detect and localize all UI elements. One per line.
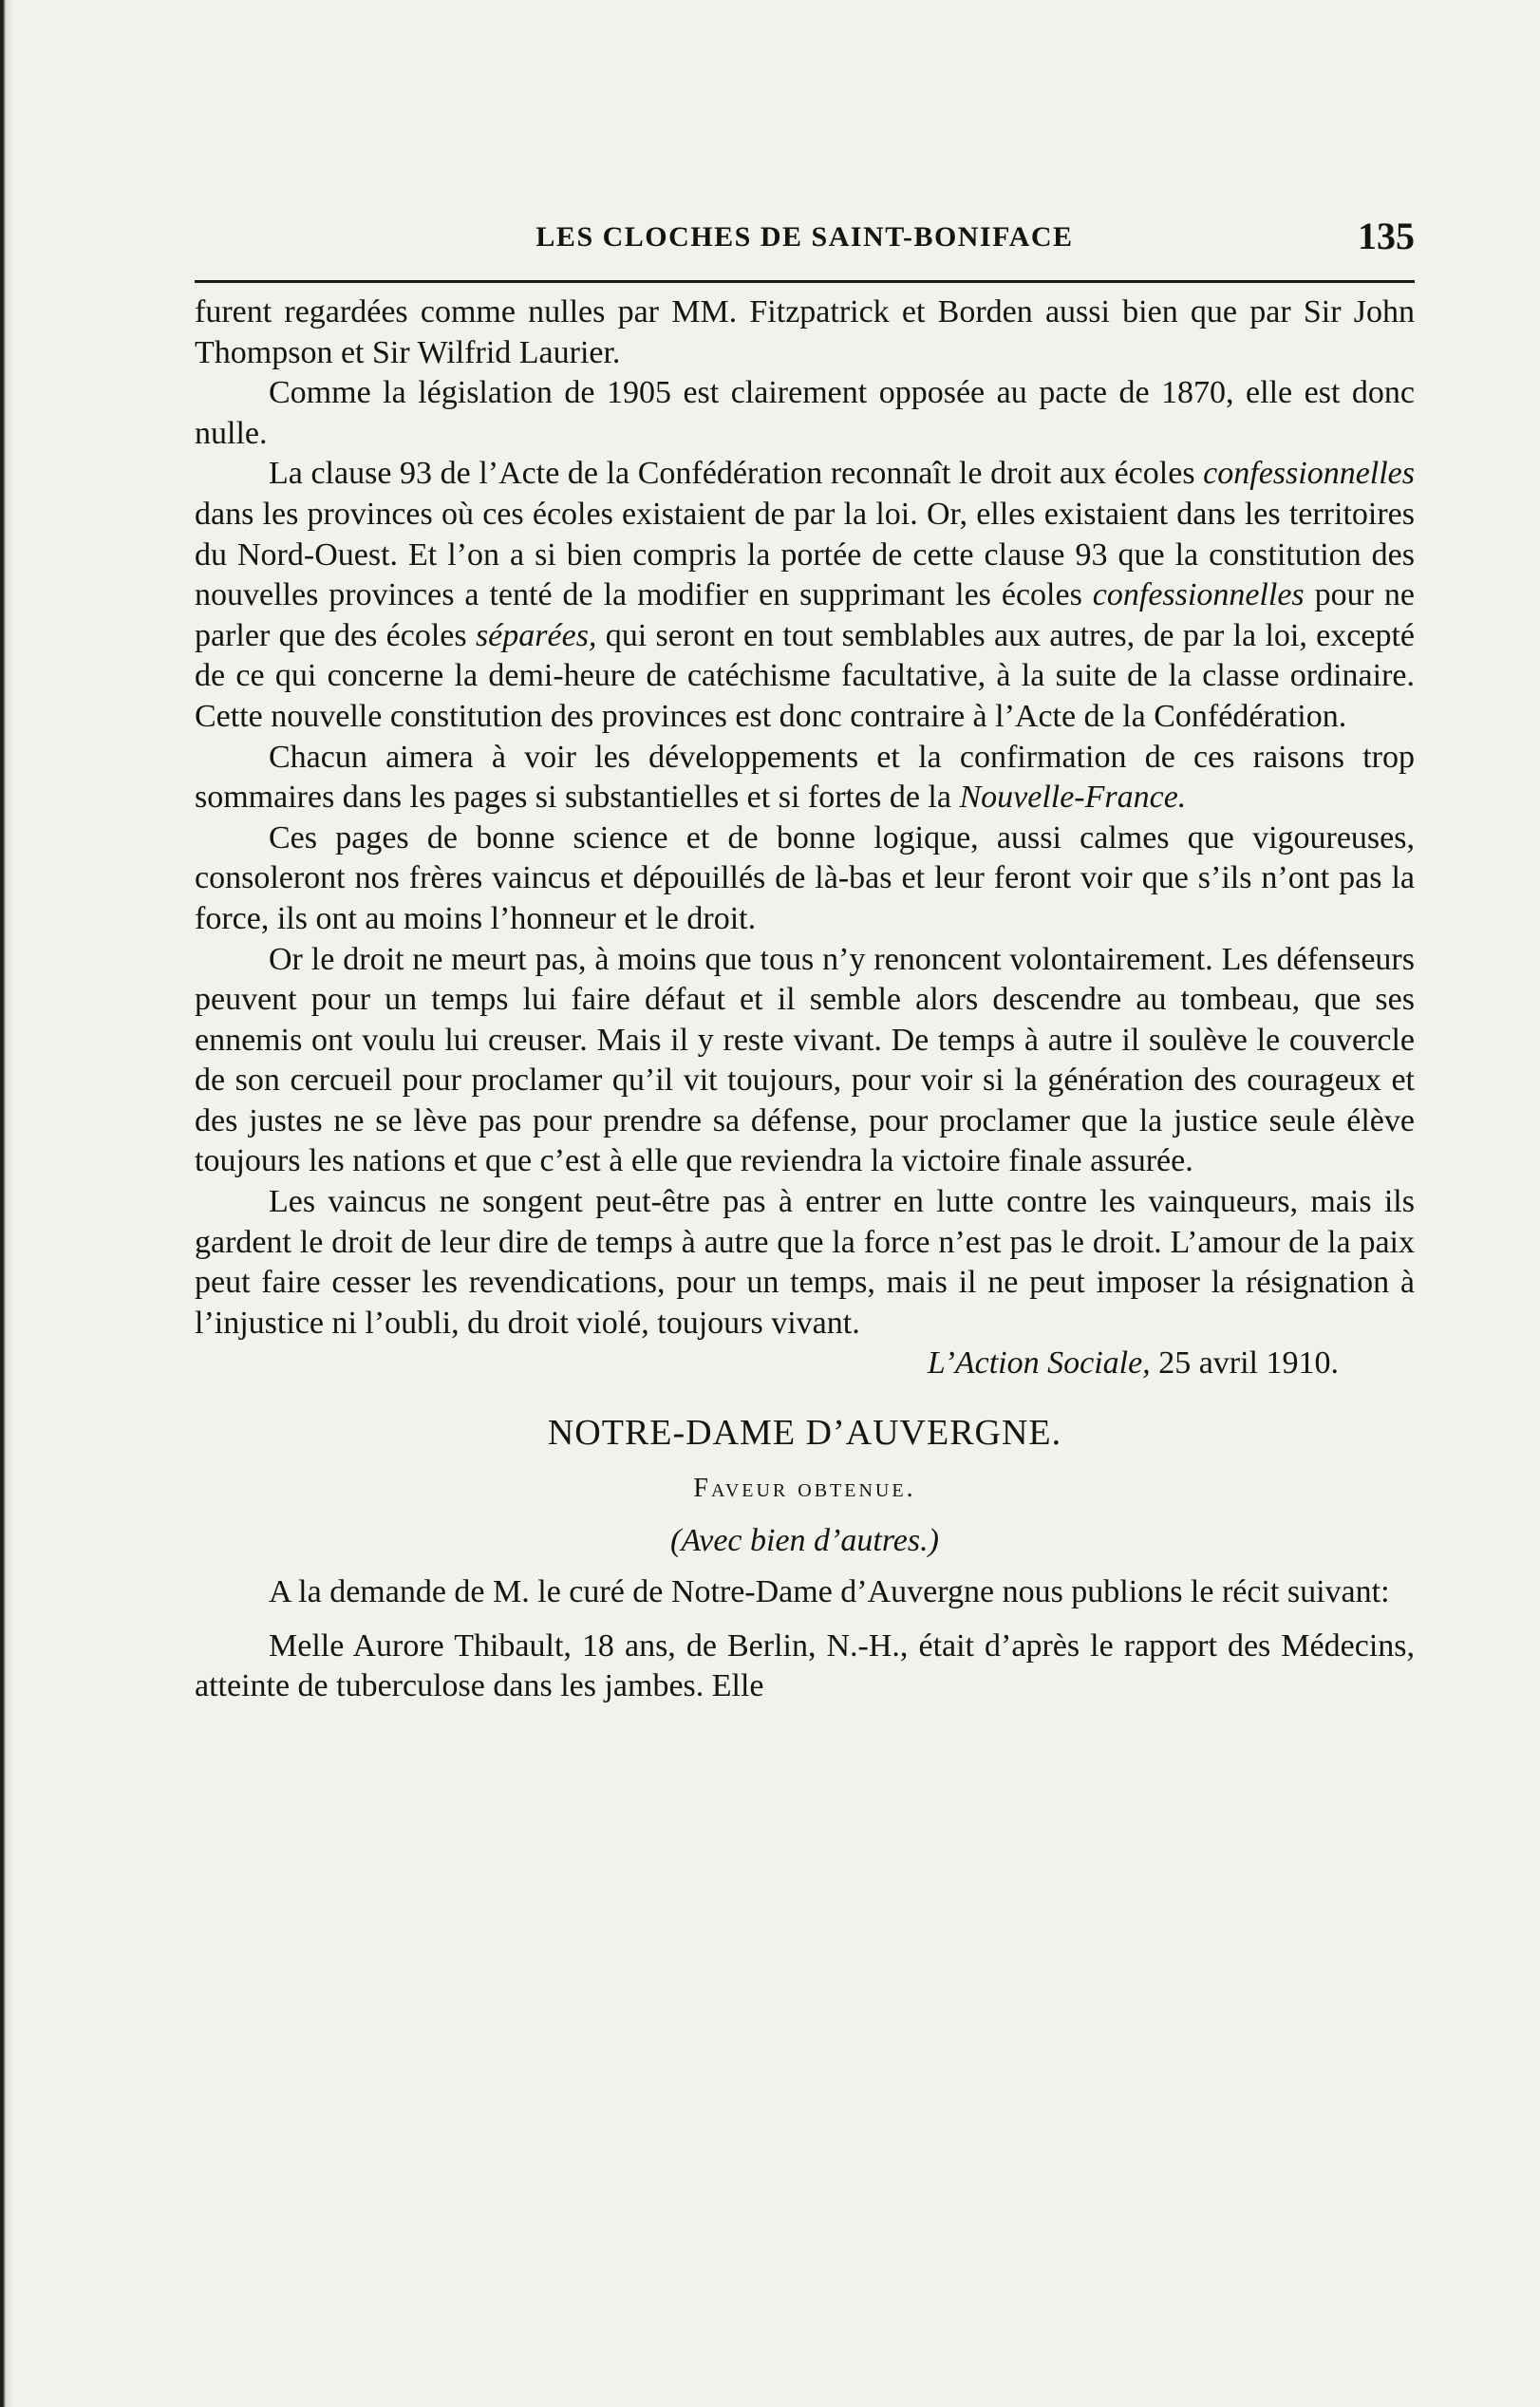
running-title: LES CLOCHES DE SAINT-BONIFACE (535, 221, 1074, 253)
clause-text-2: dans les provinces où ces écoles existaient de par la loi. Or, elles existaient dans les territoires du Nord-Ouest. Et l’on a si bien compris la portée de cette clause 93 que la constitution des nouvelles provinces a tenté de la modifier en supprimant les écoles (195, 496, 1415, 613)
book-page (195, 214, 1415, 1721)
clause-emphasis-3: séparées, (475, 617, 597, 653)
section-subnote: (Avec bien d’autres.) (670, 1523, 939, 1559)
page-number: 135 (1358, 215, 1415, 257)
chacun-text: Chacun aimera à voir les développements et la confirmation de ces raisons trop sommaires dans les pages si substantielles et si fortes de la (195, 739, 1415, 816)
paragraph-legislation: Comme la législation de 1905 est clairement opposée au pacte de 1870, elle est donc nulle. (195, 375, 1415, 451)
clause-text-1: La clause 93 de l’Acte de la Confédération reconnaît le droit aux écoles (269, 456, 1204, 492)
signature-source: L’Action Sociale, (927, 1345, 1151, 1382)
paragraph-or-le-droit: Or le droit ne meurt pas, à moins que tous n’y renoncent volontairement. Les défenseurs peuvent pour un temps lui faire défaut et il semble alors descendre au tombeau, que ses ennemis ont voulu lui creuser. Mais il y reste vivant. De temps à autre il soulève le couvercle de son cercueil pour proclamer qu’il vit toujours, pour voir si la génération des courageux et des justes ne se lève pas pour prendre sa défense, pour proclamer que la justice seule élève toujours les nations et que c’est à elle que reviendra la victoire finale assurée. (195, 941, 1415, 1179)
clause-emphasis-2: confessionnelles (1092, 577, 1305, 613)
section-subheading: Faveur obtenue. (693, 1474, 916, 1504)
paragraph-les-vaincus: Les vaincus ne songent peut-être pas à entrer en lutte contre les vainqueurs, mais ils gardent le droit de leur dire de temps à autre que la force n’est pas le droit. L’amour de la paix peut faire cesser les revendications, pour un temps, mais il ne peut imposer la résignation à l’injustice ni l’oubli, du droit violé, toujours vivant. (195, 1184, 1415, 1341)
section-body (195, 1572, 1415, 1707)
article-body (195, 292, 1415, 1344)
running-head (195, 214, 1415, 261)
signature-date: 25 avril 1910. (1150, 1345, 1339, 1382)
paragraph-chacun (195, 738, 1415, 818)
header-rule (195, 280, 1415, 283)
section-paragraph-report: Melle Aurore Thibault, 18 ans, de Berlin, N.-H., était d’après le rapport des Médecins, atteinte de tuberculose dans les jambes. Elle (195, 1627, 1415, 1704)
paragraph-clause-93 (195, 454, 1415, 737)
paragraph-ces-pages: Ces pages de bonne science et de bonne logique, aussi calmes que vigoureuses, consoleront nos frères vaincus et dépouillés de là-bas et leur feront voir que s’ils n’ont pas la force, ils ont au moins l’honneur et le droit. (195, 819, 1415, 936)
chacun-emphasis: Nouvelle-France. (959, 780, 1187, 816)
binding-edge (0, 0, 13, 2407)
clause-text-3: pour ne parler que des écoles (195, 577, 1415, 653)
section-paragraph-intro: A la demande de M. le curé de Notre-Dame d’Auvergne nous publions le récit suivant: (269, 1574, 1390, 1610)
article-signature (195, 1344, 1415, 1384)
clause-emphasis-1: confessionnelles (1203, 456, 1415, 492)
clause-text-4: qui seront en tout semblables aux autres, de par la loi, excepté de ce qui concerne la demi-heure de catéchisme facultative, à la suite de la classe ordinaire. Cette nouvelle constitution des provinces est donc contraire à l’Acte de la Confédération. (195, 617, 1415, 734)
section-title: NOTRE-DAME D’AUVERGNE. (547, 1413, 1062, 1454)
paragraph-continuation: furent regardées comme nulles par MM. Fitzpatrick et Borden aussi bien que par Sir John Thompson et Sir Wilfrid Laurier. (195, 294, 1415, 370)
